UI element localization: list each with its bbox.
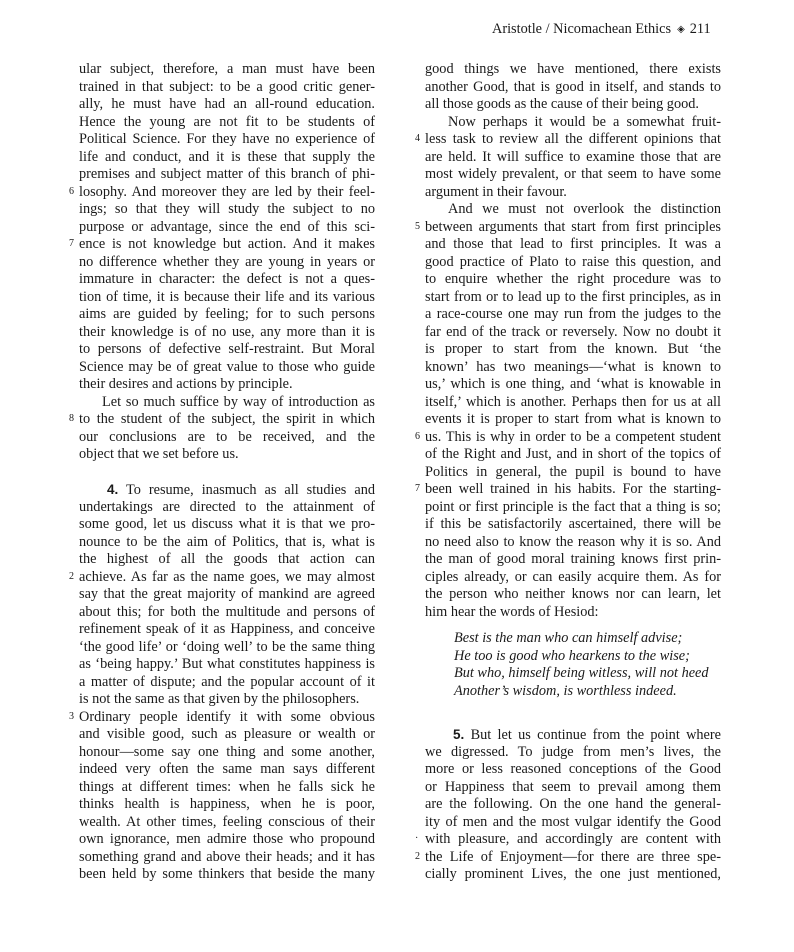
line-text: with pleasure, and accordingly are content with xyxy=(425,831,721,847)
text-line xyxy=(425,551,721,569)
text-line xyxy=(425,96,721,114)
line-text: ity of men and the most vulgar identify the Good xyxy=(425,813,721,830)
line-text: us,’ which is one thing, and ‘what is knowable in xyxy=(425,376,721,392)
text-line xyxy=(425,376,721,394)
line-text: Political Science. For they have no experience of xyxy=(79,131,375,147)
page-number: 211 xyxy=(689,21,711,37)
line-text: tion of time, it is because their life and its various xyxy=(79,288,375,305)
text-line xyxy=(425,534,721,552)
verse-line: But who, himself being witless, will not heed xyxy=(454,665,709,681)
right-column-text xyxy=(415,61,721,621)
line-text: no need also to know the reason why it is so. And xyxy=(425,533,721,550)
text-line xyxy=(425,79,721,97)
text-line xyxy=(415,481,721,499)
text-line xyxy=(425,201,721,219)
text-line xyxy=(425,499,721,517)
line-text: undertakings are directed to the attainment of xyxy=(79,498,375,515)
line-text: the man of good moral training knows first prin- xyxy=(425,551,721,567)
line-text: less task to review all the different opinions that xyxy=(425,131,721,147)
text-line xyxy=(425,446,721,464)
line-text: a race-course one may run from the judges to the xyxy=(425,306,721,322)
line-text: if this be satisfactorily ascertained, there will be xyxy=(425,516,721,532)
line-text: point or first principle is the fact that a thing is so; xyxy=(425,498,721,515)
line-text: the person who neither knows nor can learn, let xyxy=(425,586,721,602)
verse-line: He too is good who hearkens to the wise; xyxy=(454,647,690,664)
line-text: are held. It will suffice to examine those that are xyxy=(425,148,721,165)
line-text: To resume, inasmuch as all studies and xyxy=(126,482,375,498)
line-text: cially prominent Lives, the one just mentioned, xyxy=(425,866,721,882)
text-line xyxy=(425,149,721,167)
text-line xyxy=(425,744,721,762)
text-line xyxy=(425,341,721,359)
line-text: ings; so that they will study the subject to no xyxy=(79,201,375,217)
text-line xyxy=(425,114,721,132)
margin-marker: · xyxy=(415,833,419,844)
text-line xyxy=(425,411,721,429)
line-text: achieve. As far as the name goes, we may almost xyxy=(79,568,375,585)
line-text: no difference whether they are young in years or xyxy=(79,253,375,270)
text-line xyxy=(79,761,375,779)
line-text: start from or to lead up to the first principles, as in xyxy=(425,288,721,305)
text-line xyxy=(415,428,721,447)
margin-marker: 6 xyxy=(415,430,420,442)
text-line xyxy=(79,254,375,272)
line-text: purpose or advantage, since the end of this sci- xyxy=(79,218,375,235)
line-text: losophy. And moreover they are led by their feel- xyxy=(79,183,375,200)
text-line xyxy=(79,604,375,622)
line-text: ‘the good life’ or ‘doing well’ to be the same thing xyxy=(79,638,375,655)
line-text: known’ has two meanings—‘what is known to xyxy=(425,358,721,375)
line-text: all those goods as the cause of their being good. xyxy=(425,96,699,112)
text-line xyxy=(79,621,375,639)
line-text: are the following. On the one hand the general- xyxy=(425,796,721,812)
text-line xyxy=(79,534,375,552)
line-text: and those that lead to first principles. It was a xyxy=(425,236,721,252)
text-line xyxy=(425,166,721,184)
text-line xyxy=(79,429,375,447)
text-line xyxy=(69,411,375,429)
line-text: us. This is why in order to be a competent student xyxy=(425,428,721,445)
line-text: ence is not knowledge but action. And it makes xyxy=(79,236,375,252)
text-line xyxy=(425,324,721,342)
section-number: 4. xyxy=(107,482,119,497)
text-line xyxy=(69,708,375,727)
text-line xyxy=(79,376,375,394)
text-line xyxy=(79,586,375,604)
line-text: refinement speak of it as Happiness, and conceive xyxy=(79,621,375,637)
line-text: indeed very often the same man says different xyxy=(79,761,375,777)
text-line xyxy=(79,394,375,412)
text-line xyxy=(425,814,721,832)
line-text: things at different times: when he falls sick he xyxy=(79,778,375,795)
text-line xyxy=(79,849,375,867)
text-line xyxy=(425,271,721,289)
text-line xyxy=(425,184,721,202)
text-line xyxy=(425,866,721,884)
line-text: we digressed. To judge from men’s lives, the xyxy=(425,743,721,760)
line-text: is proper to start from the known. But ‘the xyxy=(425,341,721,357)
text-line xyxy=(79,866,375,884)
line-text: But let us continue from the point where xyxy=(470,727,722,743)
margin-marker: 3 xyxy=(69,710,74,722)
line-text: most widely prevalent, or that seem to have some xyxy=(425,166,721,182)
line-text: honour—some say one thing and some another, xyxy=(79,743,375,760)
text-line xyxy=(425,586,721,604)
margin-marker: 7 xyxy=(415,483,420,494)
text-line xyxy=(79,79,375,97)
text-line xyxy=(425,464,721,482)
text-line xyxy=(79,341,375,359)
line-text: is not the same as that given by the philosophers. xyxy=(79,691,360,707)
text-line xyxy=(425,726,721,744)
text-line xyxy=(415,831,721,849)
line-text: aims are guided by feeling; for to such persons xyxy=(79,306,375,322)
margin-marker: 5 xyxy=(415,220,420,232)
text-line xyxy=(79,779,375,797)
line-text: a matter of dispute; and the popular account of it xyxy=(79,673,375,690)
text-line xyxy=(425,236,721,254)
line-text: as ‘being happy.’ But what constitutes happiness is xyxy=(79,656,375,672)
line-text: trained in that subject: to be a good critic gener- xyxy=(79,78,375,95)
paragraph-gap xyxy=(79,464,375,482)
text-line xyxy=(79,481,375,499)
line-text: good practice of Plato to raise this question, and xyxy=(425,253,721,270)
line-text: itself,’ which is another. Perhaps then for us at all xyxy=(425,393,721,410)
line-text: to persons of defective self-restraint. But Moral xyxy=(79,341,375,357)
text-line xyxy=(79,516,375,534)
line-text: life and conduct, and it is these that supply the xyxy=(79,148,375,165)
line-text: the highest of all the goods that action can xyxy=(79,551,375,567)
diamond-ornament-icon: ◈ xyxy=(677,24,685,35)
line-text: Science may be of great value to those who guide xyxy=(79,358,375,375)
margin-marker: 4 xyxy=(415,133,420,144)
text-line xyxy=(79,219,375,237)
text-line xyxy=(79,499,375,517)
text-line xyxy=(425,604,721,622)
text-line xyxy=(79,131,375,149)
line-text: our conclusions are to be received, and the xyxy=(79,428,375,445)
line-text: ciples already, or can easily acquire them. As for xyxy=(425,568,721,585)
text-line xyxy=(79,446,375,464)
text-line xyxy=(425,779,721,797)
line-text: Hence the young are not fit to be students of xyxy=(79,113,375,130)
line-text: ally, he must have had an all-round education. xyxy=(79,96,375,112)
line-text: Now perhaps it would be a somewhat fruit- xyxy=(448,113,721,130)
line-text: another Good, that is good in itself, and stands to xyxy=(425,78,721,95)
running-title: Aristotle / Nicomachean Ethics xyxy=(492,21,672,37)
text-line xyxy=(79,166,375,184)
margin-marker: 8 xyxy=(69,413,74,424)
running-header xyxy=(492,20,752,40)
text-line xyxy=(79,691,375,709)
text-line xyxy=(79,96,375,114)
text-line xyxy=(415,218,721,237)
line-text: their knowledge is of no use, any more than it is xyxy=(79,323,375,340)
text-line xyxy=(79,796,375,814)
text-line xyxy=(69,568,375,587)
section-number: 5. xyxy=(453,727,465,742)
line-text: ular subject, therefore, a man must have been xyxy=(79,61,375,77)
line-text: the Life of Enjoyment—for there are three spe- xyxy=(425,848,721,865)
margin-marker: 2 xyxy=(69,570,74,582)
line-text: premises and subject matter of this branch of phi- xyxy=(79,166,375,182)
line-text: been held by some thinkers that beside the many xyxy=(79,866,375,882)
line-text: events it is proper to start from what is known to xyxy=(425,411,721,427)
text-line xyxy=(79,114,375,132)
line-text: been well trained in his habits. For the starting- xyxy=(425,481,721,497)
text-line xyxy=(79,201,375,219)
margin-marker: 2 xyxy=(415,850,420,862)
text-line xyxy=(69,183,375,202)
text-line xyxy=(425,569,721,587)
text-line xyxy=(425,516,721,534)
line-text: say that the great majority of mankind are agreed xyxy=(79,586,375,602)
text-line xyxy=(79,551,375,569)
text-line xyxy=(79,149,375,167)
text-line xyxy=(425,761,721,779)
verse-line: Another’s wisdom, is worthless indeed. xyxy=(454,682,677,699)
margin-marker: 6 xyxy=(69,185,74,197)
line-text: more or less reasoned conceptions of the Good xyxy=(425,761,721,777)
text-line xyxy=(79,726,375,744)
text-line xyxy=(69,236,375,254)
right-column-section-5 xyxy=(415,726,722,884)
text-line xyxy=(79,831,375,849)
line-text: something grand and above their heads; and it has xyxy=(79,848,375,865)
line-text: or Happiness that seem to prevail among them xyxy=(425,778,721,795)
text-line xyxy=(79,289,375,307)
line-text: of the Right and Just, and in short of the topics of xyxy=(425,446,721,462)
line-text: about this; for both the multitude and persons of xyxy=(79,603,375,620)
line-text: their desires and actions by principle. xyxy=(79,376,293,392)
verse-line: Best is the man who can himself advise; xyxy=(454,630,683,646)
line-text: good things we have mentioned, there exists xyxy=(425,61,721,77)
text-line xyxy=(425,61,721,79)
text-line xyxy=(79,61,375,79)
line-text: And we must not overlook the distinction xyxy=(448,201,721,217)
text-line xyxy=(425,306,721,324)
text-line xyxy=(425,254,721,272)
text-line xyxy=(415,848,721,867)
text-line xyxy=(79,674,375,692)
text-line xyxy=(79,744,375,762)
line-text: and visible good, such as pleasure or wealth or xyxy=(79,726,375,742)
text-line xyxy=(425,796,721,814)
left-column xyxy=(69,61,375,884)
line-text: between arguments that start from first principles xyxy=(425,218,721,235)
line-text: some good, let us discuss what it is that we pro- xyxy=(79,516,375,532)
text-line xyxy=(79,324,375,342)
line-text: to the student of the subject, the spirit in which xyxy=(79,411,375,427)
text-line xyxy=(425,394,721,412)
margin-marker: 7 xyxy=(69,238,74,249)
line-text: Let so much suffice by way of introduction as xyxy=(102,393,375,410)
text-line xyxy=(79,271,375,289)
line-text: far end of the track or reversely. Now no doubt it xyxy=(425,323,721,340)
line-text: nounce to be the aim of Politics, that is, what is xyxy=(79,533,375,550)
text-line xyxy=(425,359,721,377)
line-text: Politics in general, the pupil is bound to have xyxy=(425,463,721,480)
text-line xyxy=(79,306,375,324)
hesiod-verse xyxy=(425,630,721,700)
text-line xyxy=(79,639,375,657)
text-line xyxy=(79,656,375,674)
text-line xyxy=(415,131,721,149)
line-text: to enquire whether the right procedure was to xyxy=(425,271,721,287)
line-text: own ignorance, men admire those who propound xyxy=(79,831,375,847)
line-text: argument in their favour. xyxy=(425,183,567,200)
text-line xyxy=(425,289,721,307)
text-line xyxy=(79,359,375,377)
right-column xyxy=(415,61,722,884)
line-text: Ordinary people identify it with some obvious xyxy=(79,708,375,725)
line-text: thinks health is happiness, when he is poor, xyxy=(79,796,375,812)
text-line xyxy=(79,814,375,832)
line-text: him hear the words of Hesiod: xyxy=(425,603,599,620)
line-text: object that we set before us. xyxy=(79,446,239,462)
line-text: immature in character: the defect is not a ques- xyxy=(79,271,375,287)
line-text: wealth. At other times, feeling conscious of their xyxy=(79,813,375,830)
